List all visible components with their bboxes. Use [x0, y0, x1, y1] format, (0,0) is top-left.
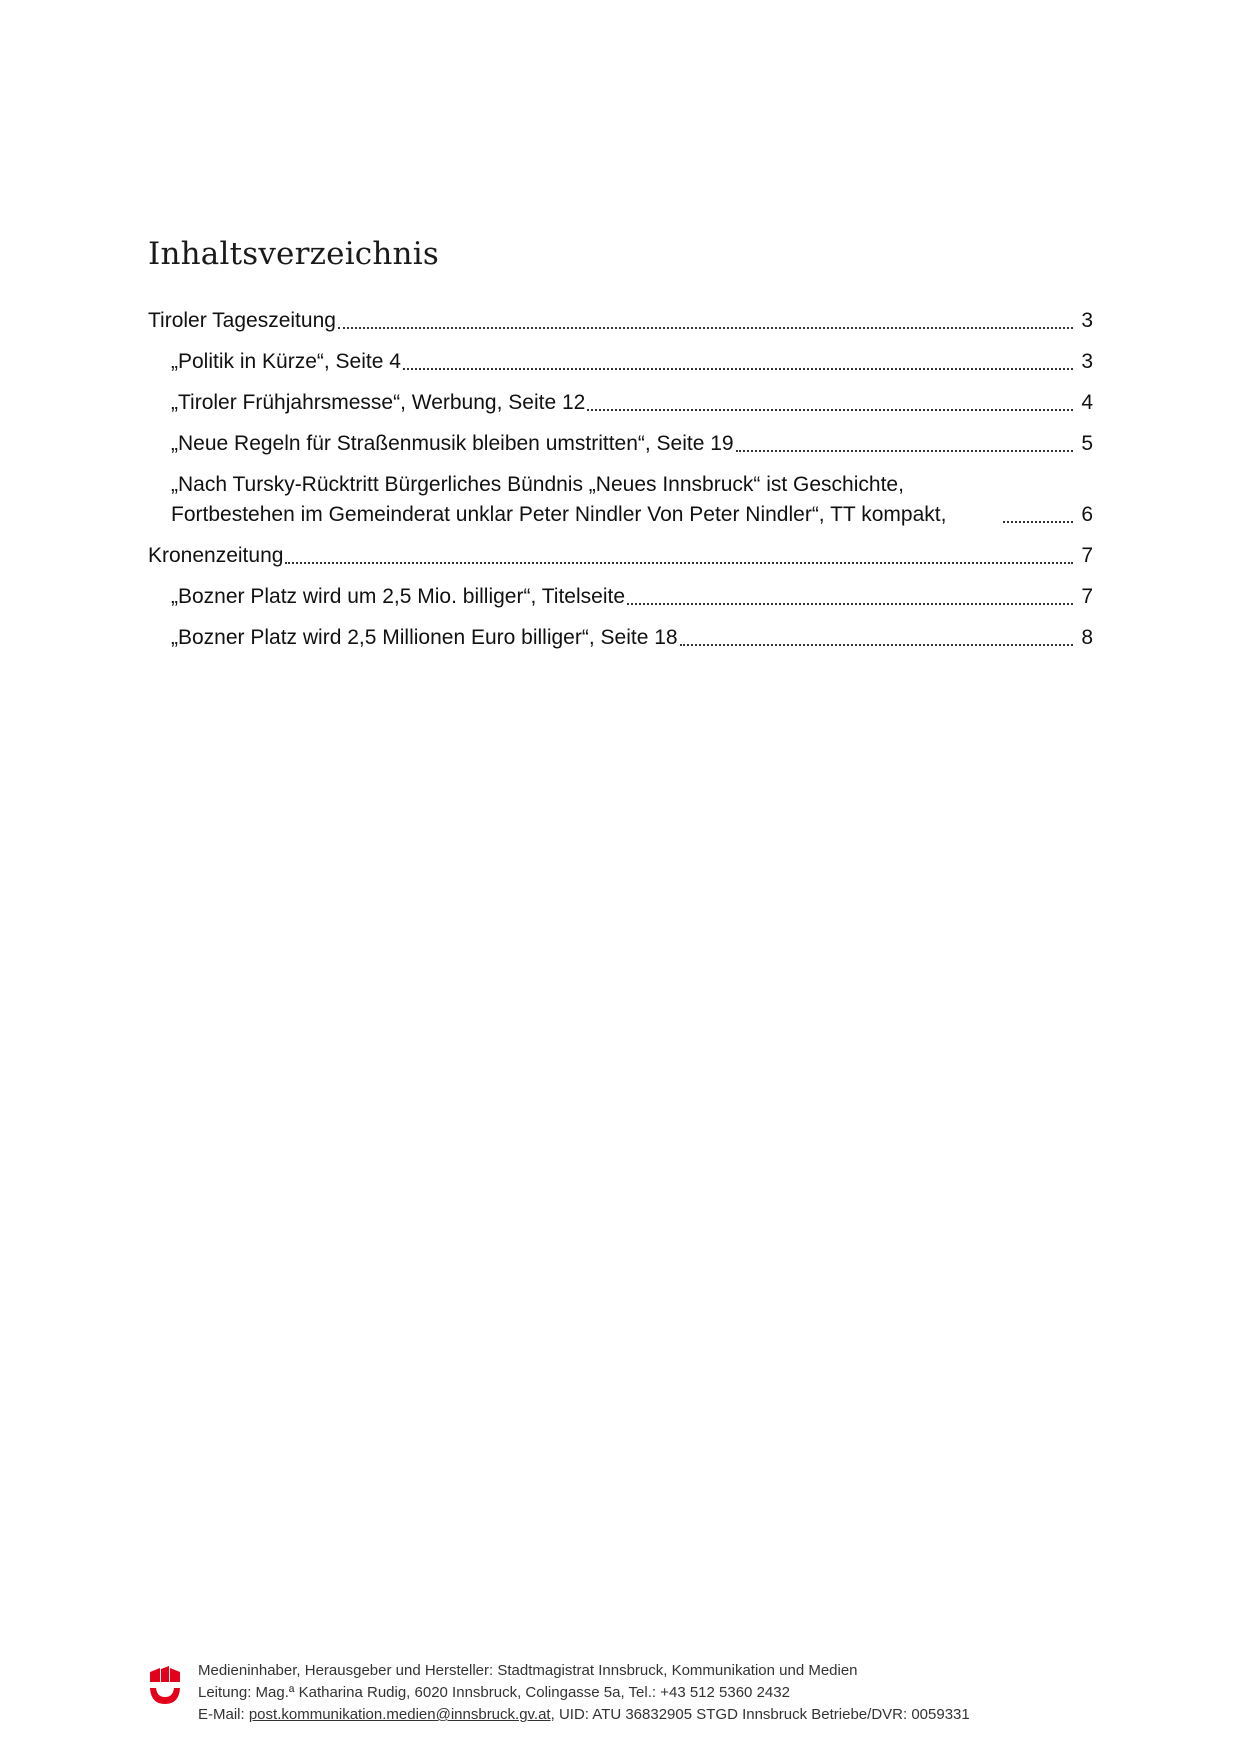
toc-entry-text: „Bozner Platz wird um 2,5 Mio. billiger“, Titelseite — [171, 585, 625, 608]
logo-shapes — [150, 1666, 180, 1704]
toc-entry-text: Kronenzeitung — [148, 544, 284, 567]
toc-page-number: 6 — [1081, 503, 1093, 526]
toc-entry-tursky-ruecktritt[interactable] — [148, 470, 1093, 530]
toc-page-number: 7 — [1081, 544, 1093, 567]
toc-dot-leader — [1003, 521, 1073, 523]
toc-entry-text: „Nach Tursky-Rücktritt Bürgerliches Bündnis „Neues Innsbruck“ ist Geschichte, Fortbestehen im Gemeinderat unklar Peter Nindler Von Peter Nindler“, TT kompakt, — [171, 473, 947, 526]
toc-dot-leader — [403, 368, 1073, 370]
page-footer — [148, 1660, 1108, 1730]
footer-line-management: Leitung: Mag.ª Katharina Rudig, 6020 Innsbruck, Colingasse 5a, Tel.: +43 512 5360 2432 — [198, 1684, 790, 1701]
footer-line-contact — [198, 1704, 970, 1726]
toc-dot-leader — [285, 562, 1073, 564]
toc-page-number: 5 — [1081, 432, 1093, 455]
toc-dot-leader — [587, 409, 1073, 411]
table-of-contents — [148, 306, 1093, 664]
toc-dot-leader — [736, 450, 1073, 452]
toc-page-number: 4 — [1081, 391, 1093, 414]
toc-dot-leader — [338, 327, 1073, 329]
innsbruck-logo-icon — [148, 1666, 182, 1706]
toc-entry-politik-in-kuerze[interactable] — [148, 347, 1093, 377]
footer-email-label: E-Mail: — [198, 1706, 249, 1723]
toc-page-number: 7 — [1081, 585, 1093, 608]
toc-dot-leader — [627, 603, 1073, 605]
toc-entry-bozner-platz-titelseite[interactable] — [148, 582, 1093, 612]
toc-entry-kronenzeitung[interactable] — [148, 541, 1093, 571]
footer-email-link[interactable]: post.kommunikation.medien@innsbruck.gv.at — [248, 1706, 551, 1723]
footer-text — [198, 1660, 970, 1726]
toc-entry-text: Tiroler Tageszeitung — [148, 309, 336, 332]
toc-page-number: 3 — [1081, 350, 1093, 373]
toc-entry-text: „Politik in Kürze“, Seite 4 — [171, 350, 401, 373]
page-title: Inhaltsverzeichnis — [148, 236, 439, 272]
toc-entry-strassenmusik[interactable] — [148, 429, 1093, 459]
toc-entry-fruehjahrsmesse[interactable] — [148, 388, 1093, 418]
footer-line-publisher: Medieninhaber, Herausgeber und Hersteller: Stadtmagistrat Innsbruck, Kommunikation und Medien — [198, 1662, 858, 1679]
toc-entry-tiroler-tageszeitung[interactable] — [148, 306, 1093, 336]
toc-entry-bozner-platz-seite-18[interactable] — [148, 623, 1093, 653]
toc-entry-text: „Tiroler Frühjahrsmesse“, Werbung, Seite 12 — [171, 391, 586, 414]
toc-dot-leader — [680, 644, 1073, 646]
toc-page-number: 8 — [1081, 626, 1093, 649]
footer-registration: , UID: ATU 36832905 STGD Innsbruck Betriebe/DVR: 0059331 — [550, 1706, 970, 1723]
toc-entry-text: „Bozner Platz wird 2,5 Millionen Euro billiger“, Seite 18 — [171, 626, 678, 649]
toc-entry-text: „Neue Regeln für Straßenmusik bleiben umstritten“, Seite 19 — [171, 432, 734, 455]
toc-page-number: 3 — [1081, 309, 1093, 332]
